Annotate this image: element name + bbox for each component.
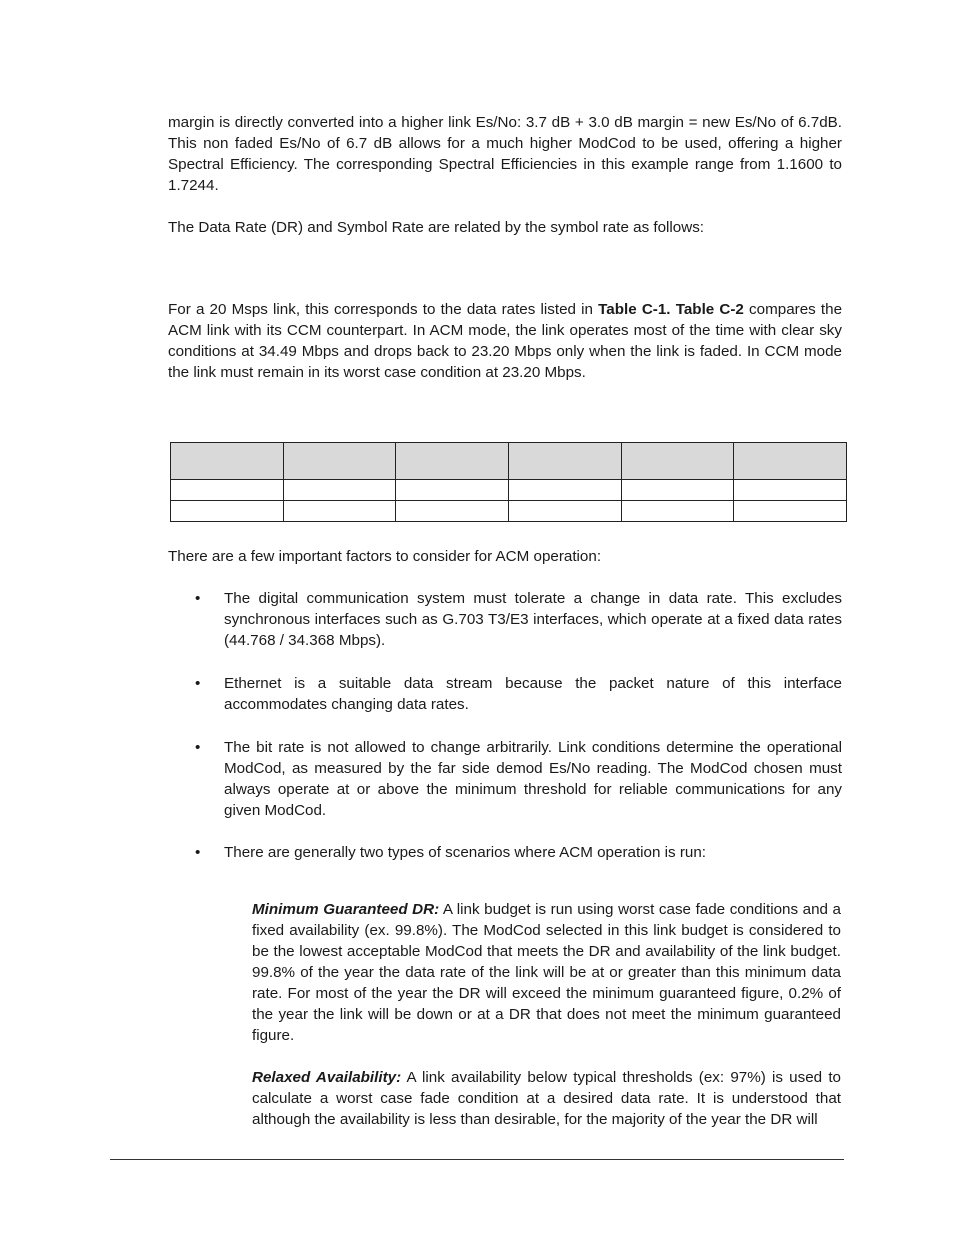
paragraph-data-rate-relation: The Data Rate (DR) and Symbol Rate are related by the symbol rate as follows: — [168, 219, 705, 236]
scenario-minimum-guaranteed-dr — [252, 899, 841, 1046]
scenario-relaxed-availability — [252, 1067, 841, 1130]
table-cell — [283, 480, 396, 501]
paragraph-text: compares the ACM link with its CCM counterpart. In ACM mode, the link operates most of the time with clear sky conditions at 34.49 Mbps and drops back to 23.20 Mbps only when the link is faded. In CCM mode the link must remain in its worst case condition at 23.20 Mbps. — [168, 301, 843, 381]
table-header-cell — [508, 443, 621, 480]
bullet-text: There are generally two types of scenarios where ACM operation is run: — [224, 844, 707, 861]
table-cell — [396, 480, 509, 501]
table-cell — [508, 480, 621, 501]
bullet-icon: • — [195, 844, 201, 861]
table-header-cell — [396, 443, 509, 480]
bullet-text: The bit rate is not allowed to change arbitrarily. Link conditions determine the operational ModCod, as measured by the far side demod Es/No reading. The ModCod chosen must always operate at or above the minimum threshold for reliable communications for any given ModCod. — [224, 739, 842, 819]
table-cell — [734, 501, 847, 522]
paragraph-acm-factors-intro: There are a few important factors to consider for ACM operation: — [168, 548, 602, 565]
table-cell — [734, 480, 847, 501]
table-header-cell — [621, 443, 734, 480]
table-header-cell — [283, 443, 396, 480]
table-cell — [171, 480, 284, 501]
table-cell — [283, 501, 396, 522]
scenario-label: Relaxed Availability: — [252, 1069, 402, 1087]
table-cell — [621, 480, 734, 501]
table-header-row — [171, 443, 847, 480]
scenario-text: A link budget is run using worst case fade conditions and a fixed availability (ex. 99.8%). The ModCod selected in this link budget is considered to be the lowest acceptable ModCod that meets the DR and availability of the link budget. 99.8% of the year the data rate of the link will be at or greater than this minimum data rate. For most of the year the DR will exceed the minimum guaranteed figure, 0.2% of the year the link will be down or at a DR that does not meet the minimum guaranteed figure. — [252, 901, 841, 1045]
table-cell — [621, 501, 734, 522]
scenario-label: Minimum Guaranteed DR: — [252, 901, 440, 919]
table-row — [171, 480, 847, 501]
table-cell — [396, 501, 509, 522]
paragraph-text: For a 20 Msps link, this corresponds to the data rates listed in — [168, 301, 599, 318]
table-header-cell — [171, 443, 284, 480]
table-cell — [171, 501, 284, 522]
paragraph-20msps-link — [168, 299, 842, 383]
table-reference-c1: Table C-1. — [598, 301, 671, 318]
table-row — [171, 501, 847, 522]
paragraph-es-no-margin: margin is directly converted into a higher link Es/No: 3.7 dB + 3.0 dB margin = new Es/No of 6.7dB. This non faded Es/No of 6.7 dB allows for a much higher ModCod to be used, offering a higher Spectral Efficiency. The corresponding Spectral Efficiencies in this example range from 1.1600 to 1.7244. — [168, 114, 842, 194]
footer-rule — [110, 1159, 844, 1160]
table-cell — [508, 501, 621, 522]
bullet-text: The digital communication system must tolerate a change in data rate. This excludes synchronous interfaces such as G.703 T3/E3 interfaces, which operate at a fixed data rates (44.768 / 34.368 Mbps). — [224, 590, 842, 649]
bullet-text: Ethernet is a suitable data stream because the packet nature of this interface accommodates changing data rates. — [224, 675, 842, 713]
table-reference-c2: Table C-2 — [675, 301, 744, 318]
scenario-text: A link availability below typical thresholds (ex: 97%) is used to calculate a worst case fade condition at a desired data rate. It is understood that although the availability is less than desirable, for the majority of the year the DR will — [252, 1069, 841, 1129]
acm-comparison-table — [170, 442, 847, 522]
bullet-icon: • — [195, 675, 201, 692]
bullet-icon: • — [195, 739, 201, 756]
table-header-cell — [734, 443, 847, 480]
bullet-icon: • — [195, 590, 201, 607]
